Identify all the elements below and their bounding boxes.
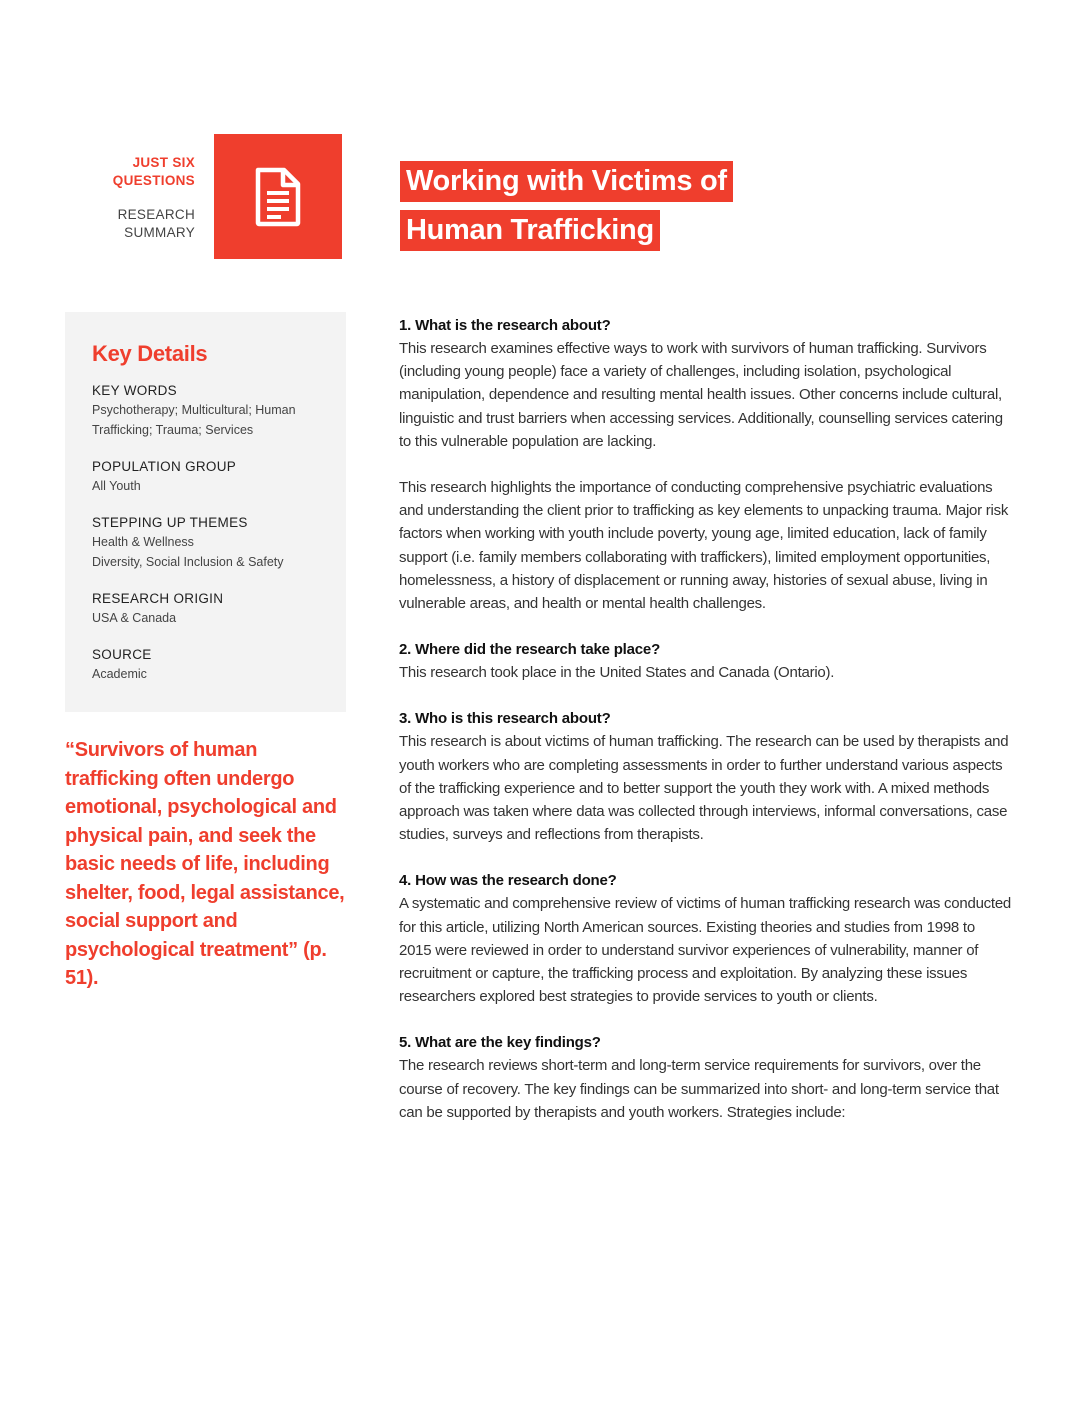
section-paragraph: This research examines effective ways to work with survivors of human trafficking. Survivors (including young people) face a variety of challenges, including isolation, psychological manipulation, dependence and resulting mental health issues. Other concerns include cultural, linguistic and trust barriers when accessing services. Additionally, counselling services catering to this vulnerable population are lacking. <box>399 340 1003 450</box>
key-details-panel <box>65 312 346 712</box>
document-type-label: RESEARCH SUMMARY <box>117 207 195 240</box>
key-detail-item <box>92 589 326 628</box>
section-paragraph: A systematic and comprehensive review of victims of human trafficking research was conducted for this article, utilizing North American sources. Existing theories and studies from 1998 to 2015 were reviewed in order to understand survivor experiences of vulnerability, manner of recruitment or capture, the trafficking process and exploitation. By analyzing these issues researchers explored best strategies to provide services to youth or clients. <box>399 895 1012 1006</box>
key-detail-label: KEY WORDS <box>92 383 177 398</box>
brand-block <box>85 154 195 242</box>
key-detail-item <box>92 513 326 572</box>
section-heading: 2. Where did the research take place? <box>399 641 661 659</box>
key-detail-value: Health & Wellness Diversity, Social Inclusion & Safety <box>92 535 284 569</box>
key-detail-value: Academic <box>92 667 147 681</box>
section-heading: 1. What is the research about? <box>399 317 611 334</box>
pull-quote: “Survivors of human trafficking often undergo emotional, psychological and physical pain, and seek the basic needs of life, including shelter, food, legal assistance, social support and psychological treatment” (p. 51). <box>65 739 345 989</box>
section-paragraph: This research is about victims of human trafficking. The research can be used by therapists and youth workers who are completing assessments in order to further understand various aspects of the trafficking experience and to better support the youth they work with. A mixed methods approach was taken where data was collected through interviews, informal conversations, case studies, surveys and reflections from therapists. <box>399 733 1009 844</box>
key-detail-label: RESEARCH ORIGIN <box>92 591 224 606</box>
section-research-subjects <box>399 707 1011 846</box>
page-title <box>400 161 733 259</box>
key-detail-item <box>92 381 326 440</box>
title-line-1: Working with Victims of <box>400 161 733 202</box>
key-detail-label: STEPPING UP THEMES <box>92 515 248 530</box>
document-icon-box <box>214 134 342 259</box>
section-key-findings <box>399 1031 1011 1124</box>
key-detail-value: All Youth <box>92 479 141 493</box>
section-research-about <box>399 314 1011 615</box>
key-details-heading: Key Details <box>92 341 208 366</box>
section-research-method <box>399 869 1011 1008</box>
series-label: JUST SIX QUESTIONS <box>112 155 195 188</box>
section-heading: 3. Who is this research about? <box>399 710 611 728</box>
key-detail-item <box>92 457 326 496</box>
section-heading: 4. How was the research done? <box>399 872 617 890</box>
key-detail-value: USA & Canada <box>92 611 177 625</box>
key-detail-item <box>92 645 326 684</box>
document-icon <box>254 167 302 227</box>
key-detail-label: SOURCE <box>92 647 152 662</box>
section-research-location <box>399 638 1011 684</box>
section-paragraph: The research reviews short-term and long-term service requirements for survivors, over the course of recovery. The key findings can be summarized into short- and long-term service that can be supported by therapists and youth workers. Strategies include: <box>399 1057 999 1121</box>
section-paragraph: This research highlights the importance of conducting comprehensive psychiatric evaluations and understanding the client prior to trafficking as key elements to unpacking trauma. Major risk factors when working with youth include poverty, young age, limited education, lack of family support (i.e. family members collaborating with traffickers), limited employment opportunities, homelessness, a history of displacement or running away, histories of sexual abuse, living in vulnerable areas, and health or mental health challenges. <box>399 479 1009 613</box>
section-heading: 5. What are the key findings? <box>399 1034 601 1052</box>
section-paragraph: This research took place in the United States and Canada (Ontario). <box>399 664 835 682</box>
main-content <box>399 314 1011 1147</box>
key-detail-value: Psychotherapy; Multicultural; Human Trafficking; Trauma; Services <box>92 403 296 437</box>
key-detail-label: POPULATION GROUP <box>92 459 237 474</box>
title-line-2: Human Trafficking <box>400 210 660 251</box>
